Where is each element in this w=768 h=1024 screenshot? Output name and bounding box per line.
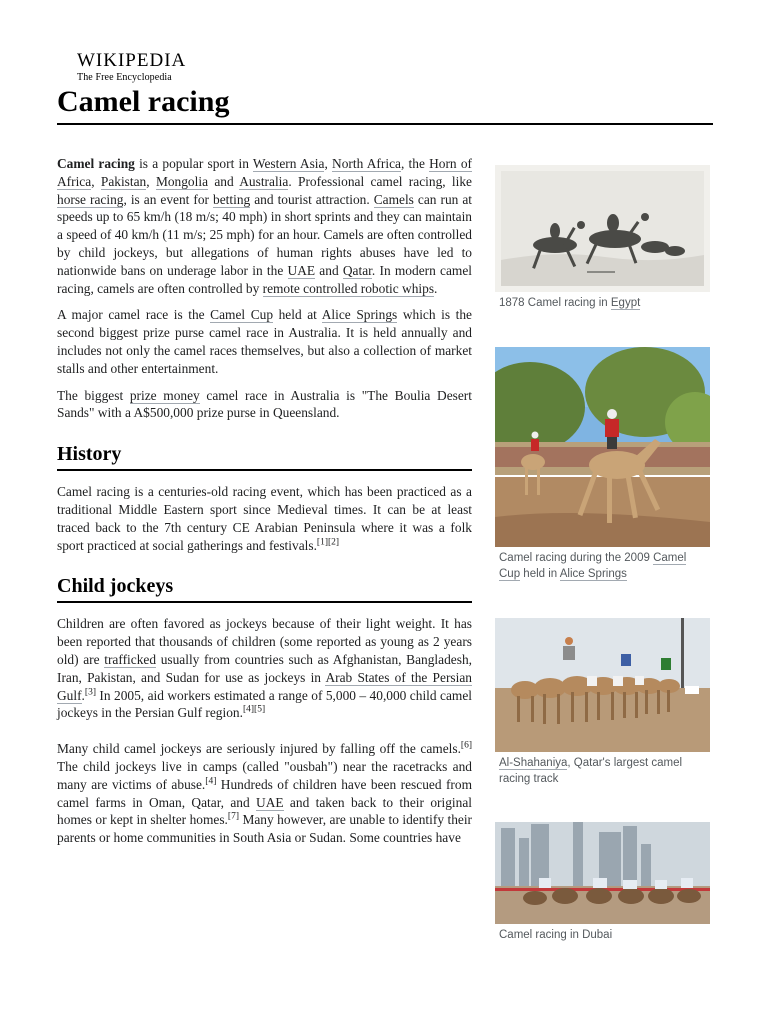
- history-paragraph: [57, 483, 472, 554]
- text: and taken back to their original homes or kept in shelter homes.: [57, 794, 472, 828]
- citation-link[interactable]: [7]: [227, 811, 239, 822]
- text: Hundreds of children have been rescued from camel farms in Oman, Qatar, and: [57, 776, 472, 810]
- link-camel-cup[interactable]: Camel Cup: [499, 552, 687, 580]
- citation[interactable]: [85, 687, 96, 697]
- citation-link[interactable]: [1]: [316, 537, 328, 548]
- text: , the: [400, 156, 430, 171]
- text: and: [208, 173, 240, 189]
- page-title: Camel racing: [57, 85, 230, 118]
- citation[interactable]: [205, 776, 216, 786]
- figure-caption: Camel racing in Dubai: [499, 929, 613, 941]
- citation-link[interactable]: [5]: [254, 704, 266, 715]
- text: The biggest: [57, 387, 130, 403]
- figure-caption: [495, 550, 710, 582]
- link-uae[interactable]: UAE: [287, 262, 316, 278]
- text: .: [81, 687, 85, 703]
- camel-cup-photo[interactable]: [495, 347, 710, 547]
- text: . In modern camel racing, camels are often controlled by: [57, 262, 473, 296]
- text: Many however, are unable to identify their parents or home communities in South Asia or Sudan. Some countries have: [57, 812, 473, 846]
- citation[interactable]: [328, 537, 339, 547]
- link-australia[interactable]: Australia: [239, 173, 289, 189]
- link-arab-states[interactable]: Arab States of the Persian Gulf: [57, 669, 472, 703]
- text: .: [434, 280, 438, 296]
- child-jockeys-paragraph-1: [57, 615, 472, 722]
- al-shahaniya-photo[interactable]: [495, 618, 710, 752]
- term-bold: Camel racing: [57, 156, 135, 171]
- text: Camel racing during the 2009: [499, 552, 654, 564]
- citation-link[interactable]: [4]: [205, 776, 217, 787]
- citation[interactable]: [254, 705, 265, 715]
- link-uae[interactable]: UAE: [256, 794, 284, 810]
- link-pakistan[interactable]: Pakistan: [100, 173, 147, 189]
- figure-al-shahaniya: [495, 618, 710, 787]
- citation[interactable]: [243, 705, 254, 715]
- link-egypt[interactable]: Egypt: [610, 297, 641, 309]
- intro-paragraph-2: [57, 306, 472, 377]
- text: held in: [520, 568, 560, 580]
- citation[interactable]: [461, 741, 472, 751]
- dubai-photo[interactable]: [495, 822, 710, 924]
- intro-paragraph-3: [57, 387, 472, 423]
- text: A major camel race is the: [57, 307, 211, 323]
- text: The child jockeys live in camps (called "ousbah") near the racetracks and many are victims of abuse.: [57, 758, 472, 792]
- link-mongolia[interactable]: Mongolia: [155, 173, 209, 189]
- text: camel race in Australia is "The Boulia Desert Sands" with a A$500,000 prize purse in Queensland.: [57, 387, 472, 421]
- link-robotic-whips[interactable]: remote controlled robotic whips: [262, 280, 435, 296]
- figure-caption: [495, 755, 710, 787]
- text: ,: [146, 173, 156, 189]
- figure-camel-cup-2009: [495, 347, 710, 582]
- citation-link[interactable]: [4]: [242, 704, 255, 715]
- link-horse-racing[interactable]: horse racing: [57, 191, 124, 207]
- citation-link[interactable]: [2]: [328, 537, 340, 548]
- link-alice-springs[interactable]: Alice Springs: [559, 568, 627, 580]
- text: Children are often favored as jockeys because of their light weight. It has been reported that thousands of children (some reported as young as 2 years old) are: [57, 616, 472, 667]
- citation[interactable]: [228, 812, 239, 822]
- text: , is an event for: [123, 191, 214, 207]
- link-horn-of-africa[interactable]: Horn of Africa: [57, 156, 473, 189]
- link-western-asia[interactable]: Western Asia: [252, 156, 325, 171]
- link-trafficked[interactable]: trafficked: [104, 651, 157, 667]
- citation-link[interactable]: [3]: [84, 687, 96, 698]
- title-divider: [57, 123, 713, 125]
- link-camel-cup[interactable]: Camel Cup: [210, 307, 274, 323]
- link-betting[interactable]: betting: [213, 191, 251, 207]
- wikipedia-tagline: The Free Encyclopedia: [77, 72, 172, 83]
- link-north-africa[interactable]: North Africa: [332, 156, 401, 171]
- text: which is the second biggest prize purse camel race in Australia. It is held annually and includes not only the camel races themselves, but also a collection of market stalls and other entertainment.: [57, 307, 472, 376]
- text: Many child camel jockeys are seriously injured by falling off the camels.: [57, 741, 461, 757]
- text: can run at speeds up to 65 km/h (18 m/s; 40 mph) in short sprints and they can maintain a speed of 40 km/h (11 m/s; 25 mph) for an hour. Camels are often controlled by child jockeys, but allegations of human rights abuses have led to nationwide bans on underage labor in the: [57, 191, 472, 278]
- engraving-image[interactable]: [495, 165, 710, 292]
- text: and tourist attraction.: [250, 191, 374, 207]
- figure-dubai: [495, 822, 710, 943]
- link-al-shahaniya[interactable]: Al-Shahaniya: [499, 757, 568, 769]
- text: In 2005, aid workers estimated a range of 5,000 – 40,000 child camel jockeys in the Persian Gulf region.: [57, 687, 472, 721]
- article-body: [57, 155, 472, 856]
- wikipedia-logo[interactable]: [77, 50, 186, 84]
- figure-1878-engraving: [495, 165, 710, 311]
- child-jockeys-paragraph-2: [57, 740, 472, 847]
- link-camels[interactable]: Camels: [373, 191, 414, 207]
- link-alice-springs[interactable]: Alice Springs: [321, 307, 398, 323]
- text: 1878 Camel racing in: [499, 297, 611, 309]
- text: Camel racing is a centuries-old racing event, which has been practiced as a traditional Middle Eastern sport since Medieval times. It can be at least traced back to the 7th century CE Arabian Peninsula where it was a folk sport practiced at social gatherings and festivals.: [57, 484, 472, 553]
- figure-caption: [495, 295, 710, 311]
- text: . Professional camel racing, like: [288, 173, 473, 189]
- text: usually from countries such as Afghanistan, Bangladesh, Iran, Pakistan, and Sudan for use as jockeys in: [57, 651, 472, 685]
- section-heading-child-jockeys: Child jockeys: [57, 574, 472, 603]
- text: , Qatar's largest camel racing track: [499, 757, 683, 785]
- text: and: [315, 262, 343, 278]
- text: ,: [91, 173, 101, 189]
- text: ,: [324, 156, 333, 171]
- wikipedia-wordmark: WIKIPEDIA: [77, 50, 187, 71]
- intro-paragraph-1: [57, 155, 472, 297]
- link-prize-money[interactable]: prize money: [129, 387, 200, 403]
- section-heading-history: History: [57, 442, 472, 471]
- link-qatar[interactable]: Qatar: [342, 262, 372, 278]
- citation[interactable]: [317, 537, 328, 547]
- citation-link[interactable]: [6]: [460, 740, 472, 751]
- text: is a popular sport in: [134, 156, 253, 171]
- text: held at: [273, 307, 322, 323]
